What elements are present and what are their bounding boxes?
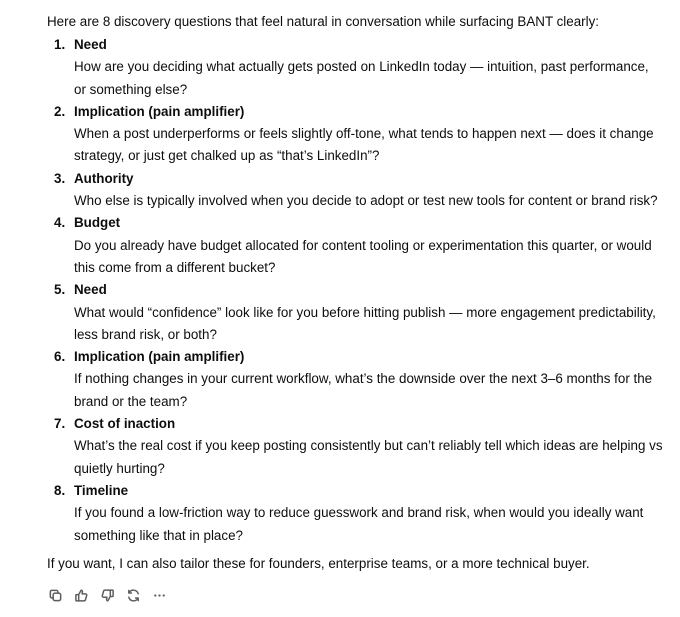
question-body: Do you already have budget allocated for content tooling or experimentation this quarter, or would this come from a different bucket? xyxy=(74,237,652,275)
list-item xyxy=(0,101,680,168)
question-number: 3. xyxy=(54,170,66,186)
question-number: 1. xyxy=(54,37,66,52)
more-icon xyxy=(152,588,167,603)
list-item xyxy=(0,34,680,101)
copy-icon xyxy=(48,588,63,603)
question-list xyxy=(0,34,680,547)
intro-text: Here are 8 discovery questions that feel natural in conversation while surfacing BANT clearly: xyxy=(47,14,600,29)
more-actions-button[interactable] xyxy=(149,585,169,605)
question-body: If nothing changes in your current workflow, what’s the downside over the next 3–6 months for the brand or the team? xyxy=(74,371,653,409)
question-body: What would “confidence” look like for you before hitting publish — more engagement predictability, less brand risk, or both? xyxy=(74,304,656,342)
question-title: Need xyxy=(74,282,107,298)
regenerate-button[interactable] xyxy=(123,585,143,605)
question-title: Authority xyxy=(74,170,134,186)
bad-response-button[interactable] xyxy=(97,585,117,605)
question-title: Cost of inaction xyxy=(74,416,176,432)
message-actions xyxy=(45,584,175,606)
thumbs-down-icon xyxy=(100,588,115,603)
copy-button[interactable] xyxy=(45,585,65,605)
thumbs-up-icon xyxy=(74,588,89,603)
question-body: What’s the real cost if you keep posting consistently but can’t reliably tell which ideas are helping vs quietly hurting? xyxy=(74,438,663,476)
regenerate-icon xyxy=(126,588,141,603)
question-body: When a post underperforms or feels slightly off-tone, what tends to happen next — does it change strategy, or just get chalked up as “that’s LinkedIn”? xyxy=(74,126,654,164)
question-body: If you found a low-friction way to reduce guesswork and brand risk, when would you ideally want something like that in place? xyxy=(74,505,644,543)
question-title: Timeline xyxy=(74,482,129,498)
list-item xyxy=(0,168,680,213)
question-title: Implication (pain amplifier) xyxy=(74,103,245,119)
question-title: Budget xyxy=(74,215,121,231)
question-number: 4. xyxy=(54,215,66,231)
question-number: 6. xyxy=(54,349,66,365)
question-number: 5. xyxy=(54,282,66,298)
list-item xyxy=(0,480,680,547)
outro-text: If you want, I can also tailor these for founders, enterprise teams, or a more technical buyer. xyxy=(47,556,590,571)
question-title: Need xyxy=(74,37,107,52)
question-number: 2. xyxy=(54,103,66,119)
list-item xyxy=(0,212,680,279)
list-item xyxy=(0,346,680,413)
question-number: 7. xyxy=(54,416,66,432)
list-item xyxy=(0,279,680,346)
question-number: 8. xyxy=(54,482,66,498)
good-response-button[interactable] xyxy=(71,585,91,605)
question-title: Implication (pain amplifier) xyxy=(74,349,245,365)
question-body: How are you deciding what actually gets posted on LinkedIn today — intuition, past performance, or something else? xyxy=(74,59,649,97)
question-body: Who else is typically involved when you decide to adopt or test new tools for content or brand risk? xyxy=(74,193,658,209)
list-item xyxy=(0,413,680,480)
